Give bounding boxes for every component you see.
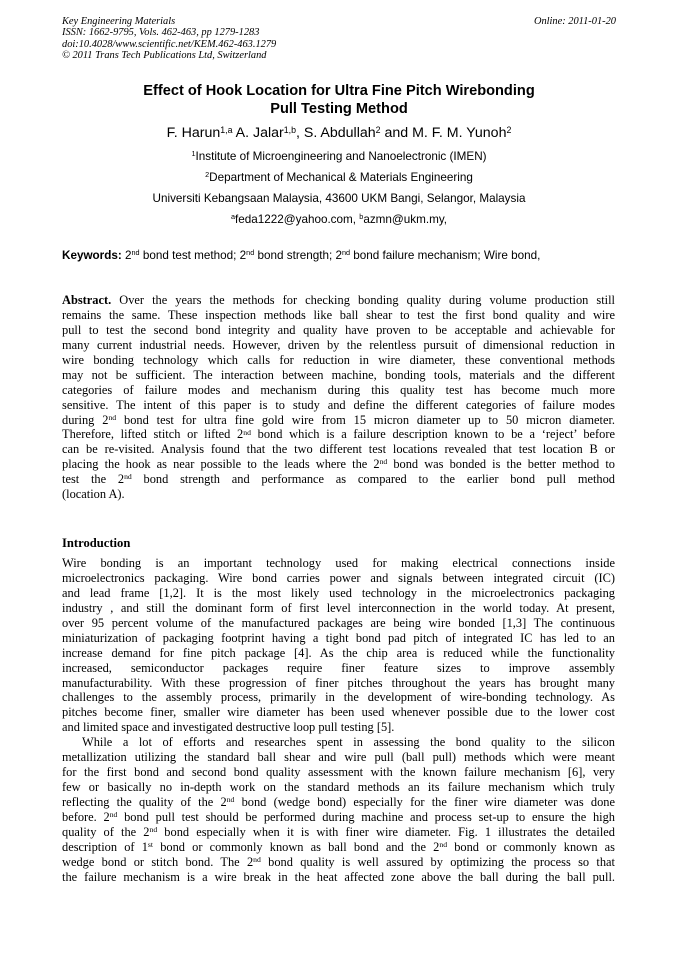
body-line: few or basically no in-depth work on the standard methods an its failure mechanism which truly (62, 780, 615, 795)
ordinal-sup: nd (109, 810, 118, 820)
body-text: wedge bond or stitch bond. The 2 (62, 854, 254, 869)
body-line: While a lot of efforts and researches spent in assessing the bond quality to the silicon (82, 735, 615, 750)
doi-line: doi:10.4028/www.scientific.net/KEM.462-463.1279 (62, 38, 277, 50)
body-line (62, 825, 615, 840)
abstract-text: bond strength and performance as compared to the earlier bond pull method (131, 472, 615, 487)
affiliation-2 (0, 171, 678, 185)
section-heading: Introduction (62, 536, 131, 550)
abstract-label: Abstract. (62, 293, 112, 307)
body-line (62, 795, 615, 810)
ordinal-sup: nd (439, 839, 448, 849)
body-text: bond quality is well assured by optimizing the process so that (260, 854, 615, 869)
body-line: the failure mechanism is a wire break in the heat affected zone above the ball during the ball pull. (62, 869, 615, 884)
ordinal-sup: nd (379, 457, 388, 467)
author-affil-mark: 2 (375, 124, 381, 135)
abstract-section (62, 293, 615, 502)
keyword-text: 2 (121, 249, 132, 262)
author-affil-mark: 1,b (283, 124, 296, 135)
journal-header (62, 16, 616, 62)
body-line: pitches become finer, smaller wire diameter has been used whenever possible due to the lower cost (62, 705, 615, 720)
abstract-text: Over the years the methods for checking bonding quality during volume production still (111, 293, 615, 307)
abstract-line (62, 293, 615, 308)
body-text: bond especially when it is with finer wire diameter. Fig. 1 illustrates the detailed (157, 824, 615, 839)
ordinal-sup: nd (149, 825, 158, 835)
abstract-text: Therefore, lifted stitch or lifted 2 (62, 427, 244, 442)
abstract-line: may not be sufficient. The interaction between machine, bonding tools, materials and the different (62, 367, 615, 382)
affil-text: Universiti Kebangsaan Malaysia, 43600 UKM Bangi, Selangor, Malaysia (152, 192, 526, 205)
body-line: Wire bonding is an important technology used for making electrical connections inside (62, 556, 615, 570)
email-mark: a (230, 212, 235, 222)
abstract-line: sensitive. The intent of this paper is to study and define the different categories of failure modes (62, 397, 615, 412)
ordinal-sup: nd (243, 427, 251, 437)
email-mark: b (359, 212, 364, 222)
body-line: increased, semiconductor packages require finer feature sizes to improve assembly (62, 660, 615, 675)
abstract-line: remains the same. These inspection methods like ball shear to test the first bond quality and wire (62, 307, 615, 322)
ordinal-sup: nd (226, 795, 235, 805)
keyword-text: bond strength; 2 (254, 249, 342, 262)
ordinal-sup: nd (108, 412, 117, 422)
abstract-text: test the 2 (62, 472, 125, 487)
body-text: reflecting the quality of the 2 (62, 795, 227, 809)
body-text: description of 1 (62, 839, 148, 854)
body-line: manufacturability. With these progression of finer pitches throughout the years has brought many (62, 675, 615, 690)
body-line: over 95 percent volume of the manufactured packages are being wire bonded [1,3] The continuous (62, 615, 615, 630)
abstract-line: pull to test the second bond integrity and quality have proven to be acceptable and achievable for (62, 322, 615, 337)
body-line (62, 855, 615, 870)
abstract-text: placing the hook as near possible to the leads where the 2 (62, 457, 380, 472)
abstract-line: wire bonding technology which calls for reduction in wire diameter, these conventional methods (62, 352, 615, 367)
body-line: and limited space and investigated destructive loop pull testing [5]. (62, 720, 395, 735)
body-line: increase demand for fine pitch package [4]. As the chip area is reduced while the functionality (62, 645, 615, 660)
author-name: , S. Abdullah (295, 125, 376, 141)
body-line: microelectronics packaging. Wire bond carries power and signals between integrated circuit (IC) (62, 570, 615, 585)
affiliation-1 (0, 150, 678, 164)
abstract-line: (location A). (62, 487, 125, 502)
abstract-text: bond was bonded is the better method to (387, 457, 615, 472)
email-line (0, 213, 678, 227)
body-line: challenges to the assembly process, primarily in the development of wire-bonding technology. As (62, 690, 615, 705)
author-name: and M. F. M. Yunoh (380, 125, 507, 141)
abstract-line: categories of failure modes and mechanism during this quality test has become much more (62, 382, 615, 397)
online-date: Online: 2011-01-20 (533, 16, 616, 27)
ordinal-sup: st (147, 839, 154, 849)
body-text: quality of the 2 (62, 824, 150, 839)
body-text: bond pull test should be performed during machine and process set-up to ensure the high (117, 809, 615, 824)
body-text: bond or commonly known as (447, 839, 615, 854)
keywords-label: Keywords: (62, 249, 122, 262)
copyright-line: © 2011 Trans Tech Publications Ltd, Switzerland (62, 50, 267, 62)
author-name: A. Jalar (232, 125, 284, 141)
affil-mark: 1 (191, 149, 196, 159)
paper-title (0, 82, 678, 118)
body-line (62, 810, 615, 825)
abstract-line: can be re-visited. Analysis found that the two different test locations revealed that test location B or (62, 442, 615, 457)
issn-line: ISSN: 1662-9795, Vols. 462-463, pp 1279-1283 (62, 27, 260, 39)
body-line: metallization utilizing the standard ball shear and wire pull (ball pull) methods which were meant (62, 750, 615, 765)
introduction-section (62, 556, 615, 885)
ordinal-sup: nd (341, 248, 351, 258)
ordinal-sup: nd (124, 472, 132, 482)
email-link[interactable]: feda1222@yahoo.com, (234, 213, 360, 226)
body-line: and lead frame [1,2]. It is the most likely used technology in the microelectronics packaging (62, 585, 615, 600)
affil-mark: 2 (205, 170, 210, 180)
affiliation-3 (0, 192, 678, 206)
keywords-line (62, 249, 622, 263)
author-affil-mark: 2 (506, 124, 512, 135)
abstract-text: during 2 (62, 412, 109, 427)
abstract-text: bond test for ultra fine gold wire from 15 micron diameter up to 50 micron diameter. (116, 412, 615, 427)
title-line-1: Effect of Hook Location for Ultra Fine Pitch Wirebonding (143, 83, 535, 99)
body-line: miniaturization of packaging footprint having a tight bond pad pitch of integrated IC has led to an (62, 630, 615, 645)
affil-text: Department of Mechanical & Materials Engineering (209, 171, 473, 184)
author-name: F. Harun (166, 125, 221, 141)
title-line-2: Pull Testing Method (270, 101, 408, 117)
abstract-line (62, 427, 615, 442)
body-text: bond or commonly known as ball bond and the 2 (153, 839, 440, 854)
abstract-line (62, 413, 615, 428)
body-text: bond (wedge bond) especially for the finer wire diameter was done (234, 795, 615, 809)
body-line (62, 840, 615, 855)
keyword-text: bond test method; 2 (139, 249, 247, 262)
abstract-line: many current industrial needs. However, driven by the relentless pursuit of dimensional reduction in (62, 337, 615, 352)
keyword-text: bond failure mechanism; Wire bond, (350, 249, 541, 262)
ordinal-sup: nd (246, 248, 255, 258)
ordinal-sup: nd (253, 854, 261, 864)
body-line: for the first bond and second bond quality assessment with the known failure mechanism [6], very (62, 765, 615, 780)
abstract-line (62, 472, 615, 487)
author-affil-mark: 1,a (220, 124, 233, 135)
email-link[interactable]: azmn@ukm.my, (363, 213, 448, 226)
body-line: industry , and still the dominant form of first level interconnection in the world today. At present, (62, 600, 615, 615)
body-text: before. 2 (62, 809, 110, 824)
abstract-line (62, 457, 615, 472)
journal-name: Key Engineering Materials (62, 16, 176, 27)
ordinal-sup: nd (131, 248, 140, 258)
abstract-text: bond which is a failure description known to be a ‘reject’ before (250, 427, 615, 442)
affil-text: Institute of Microengineering and Nanoelectronic (IMEN) (195, 150, 487, 163)
author-list (0, 124, 678, 142)
